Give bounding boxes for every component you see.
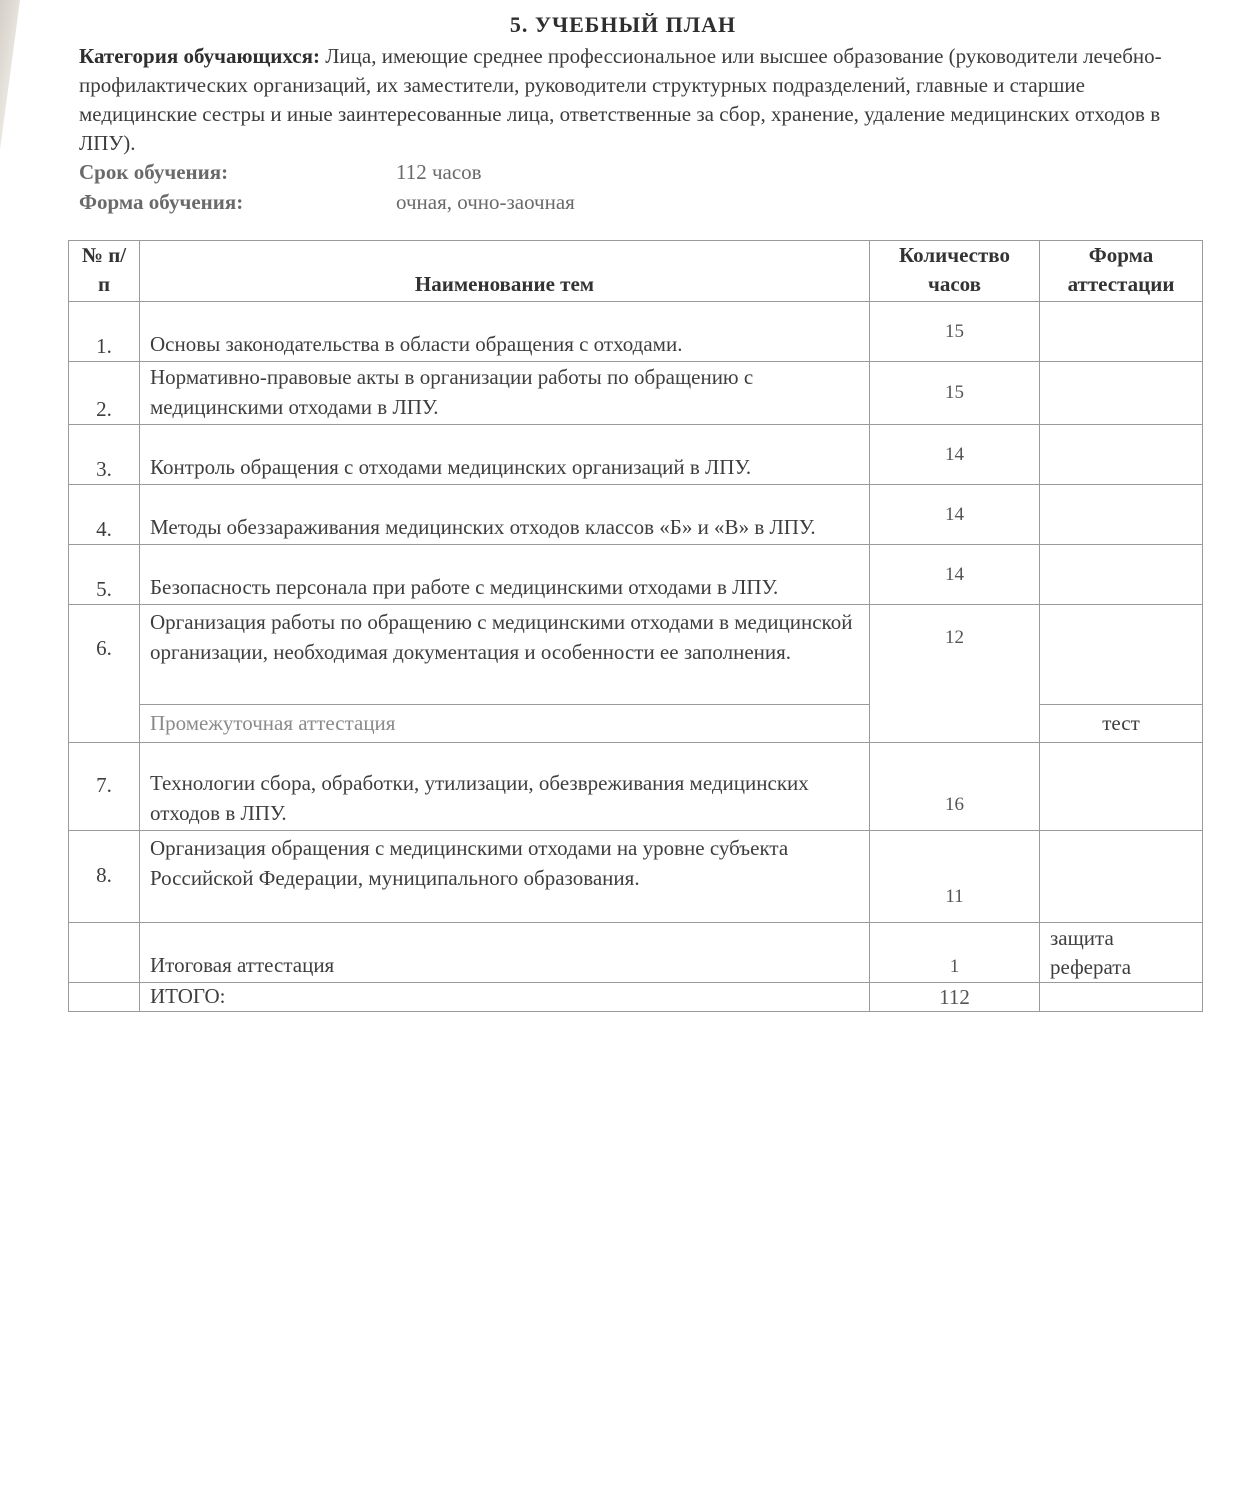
page-title: 5. УЧЕБНЫЙ ПЛАН (509, 12, 737, 37)
table-row (69, 302, 1203, 362)
row-form (1040, 831, 1203, 923)
table-header-row (69, 241, 1203, 302)
row-num: 8. (69, 831, 140, 923)
category-label: Категория обучающихся: (79, 44, 320, 68)
row-form (1040, 743, 1203, 831)
row-hours: 15 (870, 302, 1040, 362)
row-hours: 11 (870, 831, 1040, 923)
row-name: Технологии сбора, обработки, утилизации, обезвреживания медицинских отходов в ЛПУ. (140, 743, 870, 831)
row-form (1040, 983, 1203, 1012)
row-name: Нормативно-правовые акты в организации работы по обращению с медицинскими отходами в ЛПУ. (140, 362, 870, 425)
header-hours: Количество часов (870, 241, 1040, 302)
form-value: очная, очно-заочная (396, 190, 575, 214)
row-form (1040, 545, 1203, 605)
row-name: Итоговая аттестация (140, 923, 870, 983)
row-name: Контроль обращения с отходами медицинских организаций в ЛПУ. (140, 425, 870, 485)
row-form (1040, 485, 1203, 545)
form-label: Форма обучения: (79, 190, 244, 214)
curriculum-table (68, 240, 1203, 1012)
row-name: Основы законодательства в области обращения с отходами. (140, 302, 870, 362)
table-row (69, 485, 1203, 545)
table-row-total (69, 983, 1203, 1012)
row-name: Организация обращения с медицинскими отходами на уровне субъекта Российской Федерации, муниципального образования. (140, 831, 870, 923)
category-text: Лица, имеющие среднее профессиональное или высшее образование (руководители лечебно-профилактических организаций, их заместители, руководители структурных подразделений, главные и старшие медицинские сестры и иные заинтересованные лица, ответственные за сбор, хранение, удаление медицинских отходов в ЛПУ). (79, 44, 1162, 155)
row-num: 4. (69, 485, 140, 545)
row-form (1040, 302, 1203, 362)
row-name: Безопасность персонала при работе с медицинскими отходами в ЛПУ. (140, 545, 870, 605)
duration-label: Срок обучения: (79, 160, 229, 184)
row-num: 7. (69, 743, 140, 831)
row-form: тест (1040, 705, 1203, 743)
row-form: защита реферата (1040, 923, 1203, 983)
row-num (69, 923, 140, 983)
row-hours: 112 (870, 983, 1040, 1012)
table-row (69, 605, 1203, 705)
row-form (1040, 362, 1203, 425)
table-row (69, 425, 1203, 485)
category-paragraph (79, 42, 1169, 158)
row-hours: 15 (870, 362, 1040, 425)
duration-value: 112 часов (396, 160, 482, 184)
row-hours: 14 (870, 485, 1040, 545)
row-name: Методы обеззараживания медицинских отходов классов «Б» и «В» в ЛПУ. (140, 485, 870, 545)
row-form (1040, 605, 1203, 705)
table-row (69, 831, 1203, 923)
row-name: Организация работы по обращению с медицинскими отходами в медицинской организации, необходимая документация и особенности ее заполнения. (140, 605, 870, 705)
header-form: Форма аттестации (1040, 241, 1203, 302)
row-hours: 1 (870, 923, 1040, 983)
row-hours: 14 (870, 425, 1040, 485)
row-num: 5. (69, 545, 140, 605)
table-row (69, 362, 1203, 425)
row-num (69, 983, 140, 1012)
row-num: 2. (69, 362, 140, 425)
row-name: ИТОГО: (140, 983, 870, 1012)
table-row-final-attestation (69, 923, 1203, 983)
table-row (69, 743, 1203, 831)
header-name: Наименование тем (140, 241, 870, 302)
header-num: № п/п (69, 241, 140, 302)
row-form (1040, 425, 1203, 485)
row-hours: 16 (870, 743, 1040, 831)
table-row (69, 545, 1203, 605)
row-num: 6. (69, 605, 140, 743)
row-name: Промежуточная аттестация (140, 705, 870, 743)
row-num: 3. (69, 425, 140, 485)
row-hours: 12 (870, 605, 1040, 743)
row-num: 1. (69, 302, 140, 362)
row-hours: 14 (870, 545, 1040, 605)
